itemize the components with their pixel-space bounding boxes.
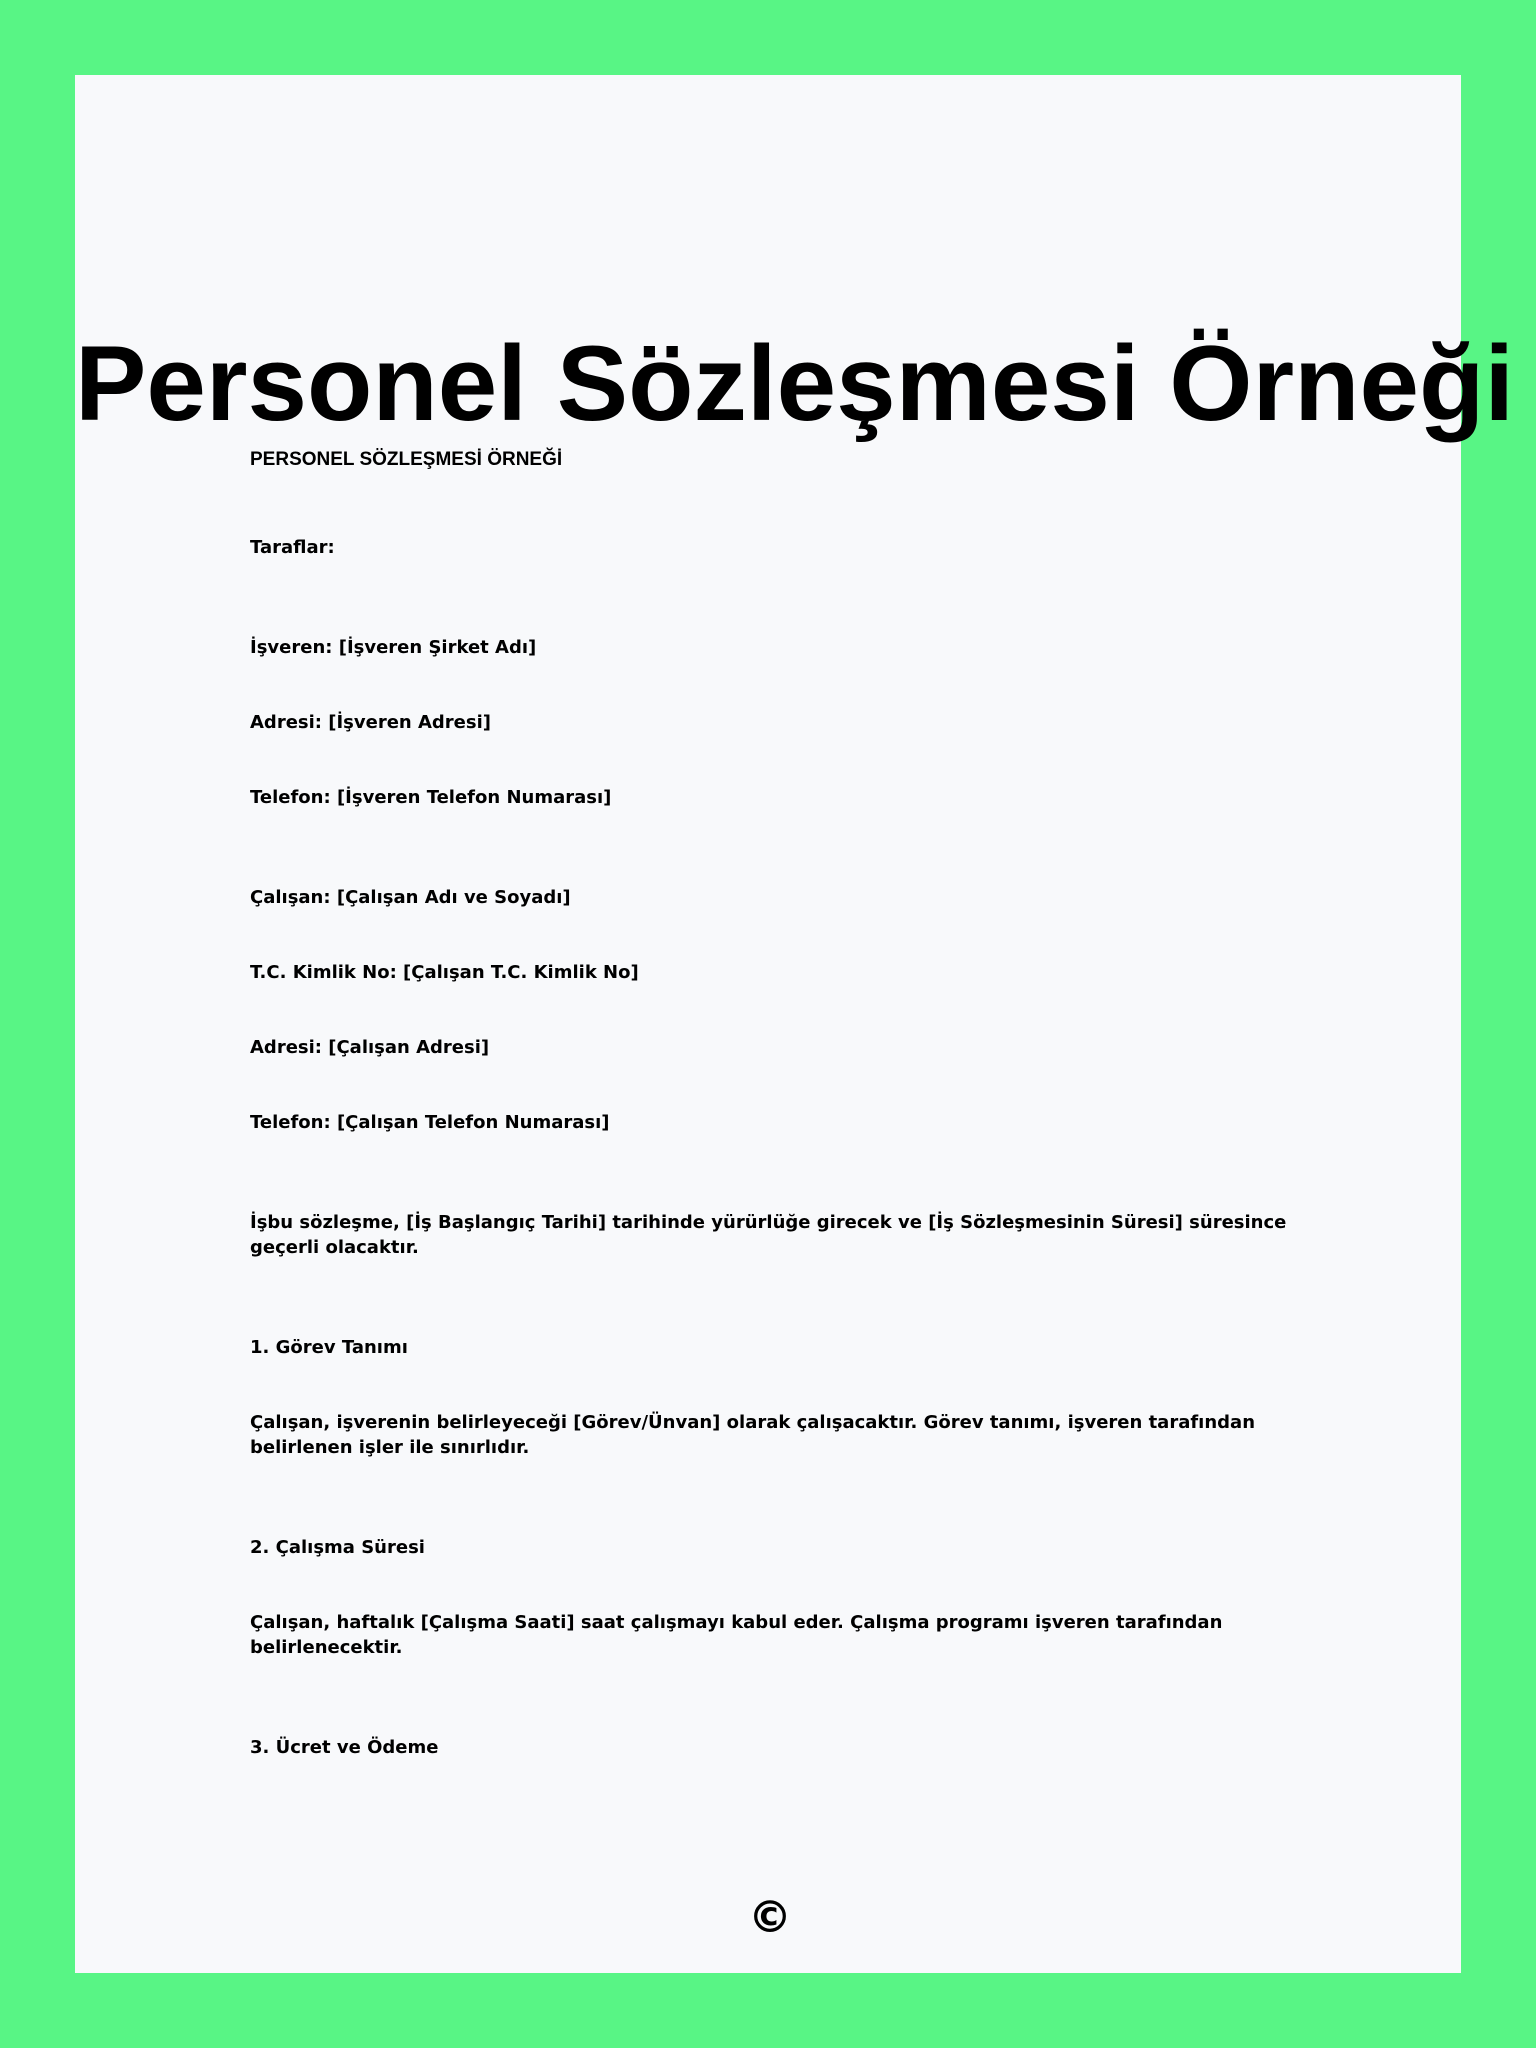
section-1-heading: 1. Görev Tanımı [250, 1337, 408, 1358]
section-1-paragraph: Çalışan, işverenin belirleyeceği [Görev/Ünvan] olarak çalışacaktır. Görev tanımı, işveren tarafından belirlenen işler ile sınırlıdır. [250, 1412, 1256, 1458]
employee-id-number: T.C. Kimlik No: [Çalışan T.C. Kimlik No] [250, 962, 639, 983]
section-2-heading: 2. Çalışma Süresi [250, 1537, 425, 1558]
employee-phone: Telefon: [Çalışan Telefon Numarası] [250, 1112, 610, 1133]
employee-address: Adresi: [Çalışan Adresi] [250, 1037, 490, 1058]
contract-validity-paragraph: İşbu sözleşme, [İş Başlangıç Tarihi] tarihinde yürürlüğe girecek ve [İş Sözleşmesinin Süresi] süresince geçerli olacaktır. [250, 1212, 1287, 1258]
parties-label: Taraflar: [250, 537, 335, 558]
document-page [75, 75, 1515, 1973]
contract-heading: PERSONEL SÖZLEŞMESİ ÖRNEĞİ [250, 449, 563, 470]
section-2-paragraph: Çalışan, haftalık [Çalışma Saati] saat çalışmayı kabul eder. Çalışma programı işveren tarafından belirlenecektir. [250, 1612, 1223, 1658]
employer-address: Adresi: [İşveren Adresi] [250, 712, 492, 733]
section-3-heading: 3. Ücret ve Ödeme [250, 1737, 439, 1758]
copyright-icon: © [748, 1892, 792, 1943]
document-title: Personel Sözleşmesi Örneği [75, 323, 1515, 443]
employee-name: Çalışan: [Çalışan Adı ve Soyadı] [250, 887, 571, 908]
employer-name: İşveren: [İşveren Şirket Adı] [250, 637, 537, 658]
employer-phone: Telefon: [İşveren Telefon Numarası] [250, 787, 612, 808]
